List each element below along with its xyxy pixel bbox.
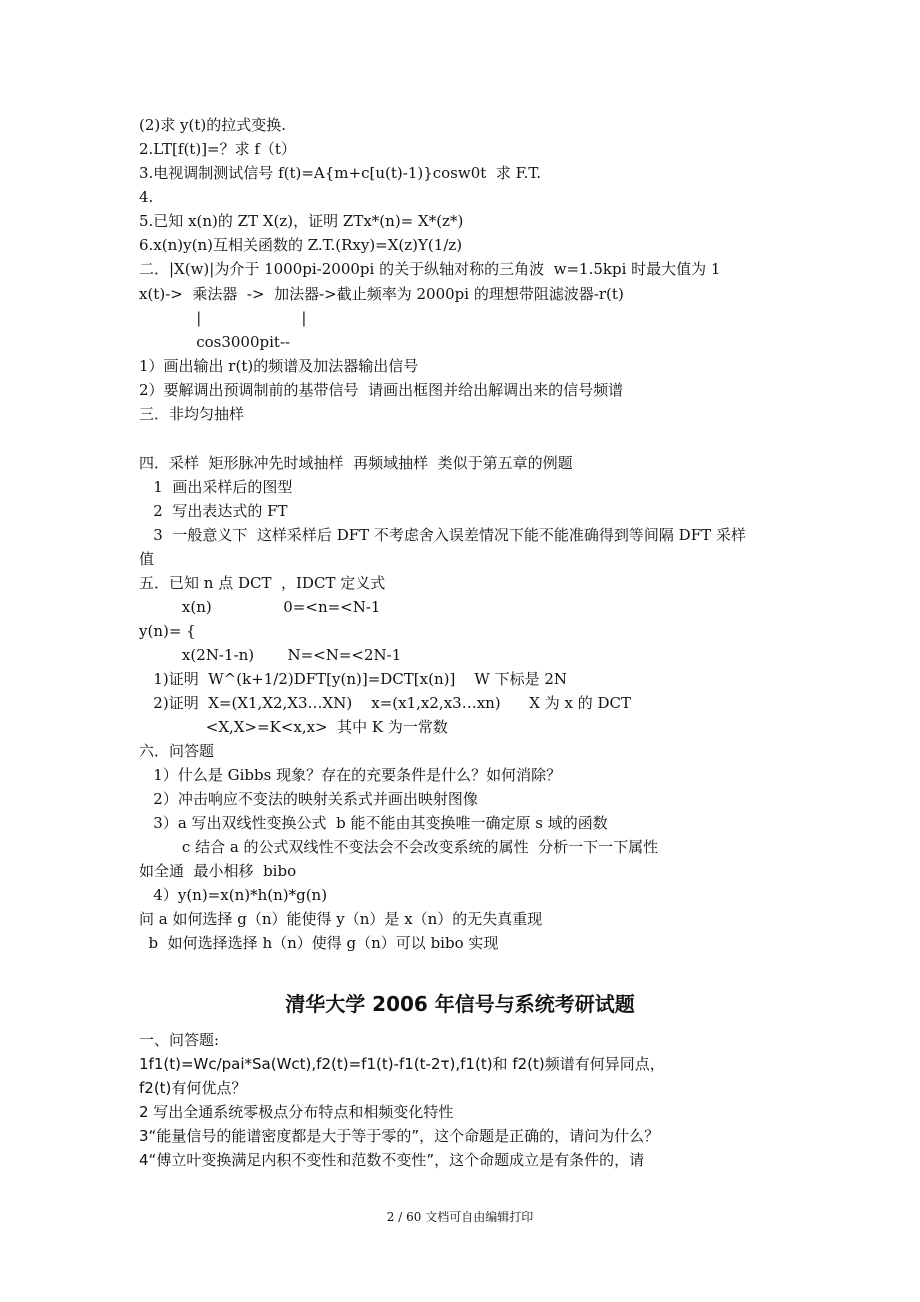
text-line: 五．已知 n 点 DCT ，IDCT 定义式 [139, 574, 386, 592]
text-line: 3.电视调制测试信号 f(t)=A{m+c[u(t)-1)}cosw0t 求 F.T. [139, 164, 542, 182]
section-heading: 清华大学 2006 年信号与系统考研试题 [285, 992, 635, 1016]
text-line: 2）冲击响应不变法的映射关系式并画出映射图像 [139, 790, 478, 808]
page-footer: 2 / 60 文档可自由编辑打印 [386, 1210, 534, 1224]
text-line: 4. [139, 188, 154, 206]
text-line: 2）要解调出预调制前的基带信号 请画出框图并给出解调出来的信号频谱 [139, 381, 624, 399]
text-line: 2 写出全通系统零极点分布特点和相频变化特性 [139, 1103, 454, 1121]
text-line: 四．采样 矩形脉冲先时域抽样 再频域抽样 类似于第五章的例题 [139, 454, 573, 472]
text-line: 二．|X(w)|为介于 1000pi-2000pi 的关于纵轴对称的三角波 w=1.5kpi 时最大值为 1 [139, 260, 721, 278]
text-line: 1f1(t)=Wc/pai*Sa(Wct),f2(t)=f1(t)-f1(t-2τ),f1(t)和 f2(t)频谱有何异同点， [139, 1055, 665, 1073]
text-line: 6.x(n)y(n)互相关函数的 Z.T.(Rxy)=X(z)Y(1/z) [139, 236, 463, 254]
text-line: 一、问答题: [139, 1031, 220, 1049]
text-line: x(t)-> 乘法器 -> 加法器->截止频率为 2000pi 的理想带阻滤波器-r(t) [139, 285, 624, 303]
text-line: 4）y(n)=x(n)*h(n)*g(n) [139, 886, 328, 904]
text-line: b 如何选择选择 h（n）使得 g（n）可以 bibo 实现 [139, 934, 499, 952]
text-line: 4“傅立叶变换满足内积不变性和范数不变性”，这个命题成立是有条件的，请 [139, 1151, 645, 1169]
text-line: 1)证明 W^(k+1/2)DFT[y(n)]=DCT[x(n)] W 下标是 2N [139, 670, 568, 688]
text-line: 3 一般意义下 这样采样后 DFT 不考虑舍入误差情况下能不能准确得到等间隔 DFT 采样 [139, 526, 746, 544]
text-line: c 结合 a 的公式双线性不变法会不会改变系统的属性 分析一下一下属性 [139, 838, 659, 856]
text-line: 5.已知 x(n)的 ZT X(z)，证明 ZTx*(n)= X*(z*) [139, 212, 464, 230]
text-line: 1）画出输出 r(t)的频谱及加法器输出信号 [139, 357, 419, 375]
text-line: 值 [139, 550, 155, 568]
text-line: 3）a 写出双线性变换公式 b 能不能由其变换唯一确定原 s 域的函数 [139, 814, 608, 832]
text-line: x(2N-1-n) N=<N=<2N-1 [139, 646, 402, 664]
text-line: 三．非均匀抽样 [139, 405, 245, 423]
text-line: 2)证明 X=(X1,X2,X3…XN) x=(x1,x2,x3…xn) X 为 x 的 DCT [139, 694, 631, 712]
text-line: 3“能量信号的能谱密度都是大于等于零的”，这个命题是正确的，请问为什么？ [139, 1127, 660, 1145]
text-line: 如全通 最小相移 bibo [139, 862, 297, 880]
text-line: <X,X>=K<x,x> 其中 K 为一常数 [139, 718, 448, 736]
text-line: (2)求 y(t)的拉式变换. [139, 116, 286, 134]
text-line: 1 画出采样后的图型 [139, 478, 293, 496]
text-line: x(n) 0=<n=<N-1 [139, 598, 381, 616]
text-line: f2(t)有何优点？ [139, 1079, 247, 1097]
text-line: 六．问答题 [139, 742, 215, 760]
text-line: 2.LT[f(t)]=？求 f（t） [139, 140, 296, 158]
text-line: 1）什么是 Gibbs 现象？存在的充要条件是什么？如何消除？ [139, 766, 562, 784]
text-line: y(n)= { [139, 622, 196, 640]
text-line: | | [139, 309, 307, 327]
text-line: 2 写出表达式的 FT [139, 502, 288, 520]
text-line: cos3000pit-- [139, 333, 291, 351]
text-line: 问 a 如何选择 g（n）能使得 y（n）是 x（n）的无失真重现 [139, 910, 543, 928]
